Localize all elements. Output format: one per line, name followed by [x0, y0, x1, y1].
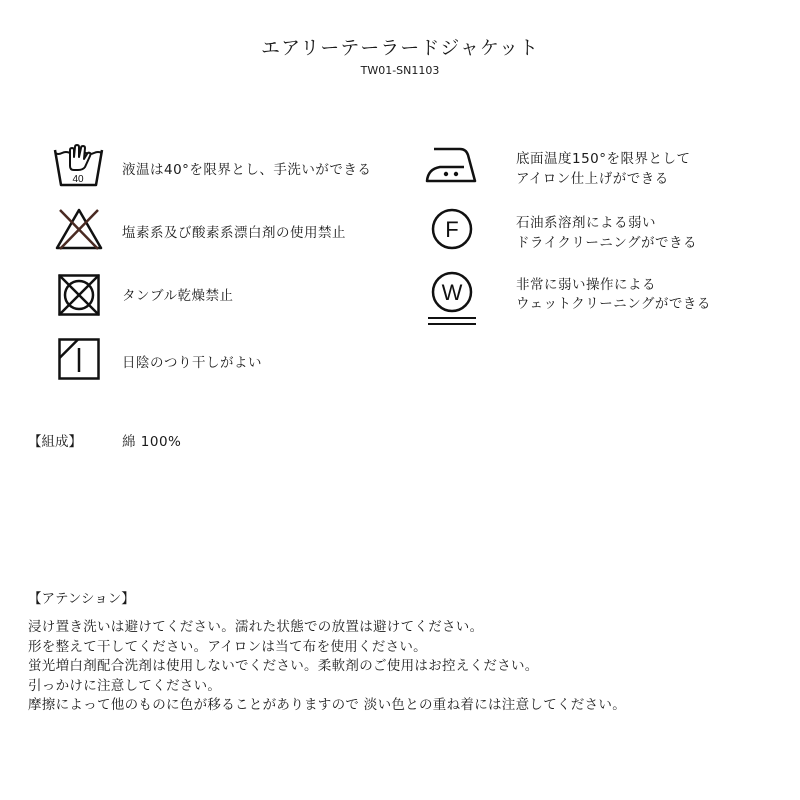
- shade-line-dry-icon: [58, 338, 100, 380]
- hand-wash-40-icon: [54, 145, 104, 189]
- svg-text:F: F: [445, 217, 459, 242]
- care-text-no-bleach: 塩素系及び酸素系漂白剤の使用禁止: [122, 225, 346, 241]
- svg-text:40: 40: [72, 174, 84, 185]
- attention-list: [28, 618, 626, 716]
- care-text-wet-clean-line1: 非常に弱い操作による: [516, 277, 656, 293]
- care-text-dry-clean-line2: ドライクリーニングができる: [516, 235, 698, 251]
- composition-label: 【組成】: [28, 434, 82, 450]
- wet-clean-very-gentle-icon: [426, 270, 478, 328]
- attention-heading: 【アテンション】: [28, 591, 135, 607]
- attention-line: 引っかけに注意してください。: [28, 677, 222, 694]
- no-tumble-dry-icon: [58, 274, 100, 316]
- attention-line: 摩擦によって他のものに色が移ることがありますので 淡い色との重ね着には注意してください。: [28, 697, 626, 714]
- care-text-wet-clean-line2: ウェットクリーニングができる: [516, 296, 711, 312]
- iron-medium-icon: [424, 147, 478, 183]
- attention-line: 浸け置き洗いは避けてください。濡れた状態での放置は避けてください。: [28, 619, 484, 635]
- dry-clean-f-icon: [431, 208, 473, 250]
- care-text-iron-line2: アイロン仕上げができる: [516, 171, 669, 187]
- svg-text:W: W: [441, 280, 463, 305]
- composition-value: 綿 100%: [122, 434, 182, 450]
- attention-line: 形を整えて干してください。アイロンは当て布を使用ください。: [28, 638, 427, 655]
- care-text-dry-clean-line1: 石油系溶剤による弱い: [516, 215, 656, 231]
- care-text-hand-wash: 液温は40°を限界とし、手洗いができる: [122, 162, 372, 178]
- care-text-no-tumble-dry: タンブル乾燥禁止: [122, 288, 234, 304]
- product-code: TW01-SN1103: [360, 64, 440, 77]
- product-title: エアリーテーラードジャケット: [261, 37, 539, 59]
- no-bleach-icon: [54, 208, 104, 250]
- care-text-shade-line-dry: 日陰のつり干しがよい: [122, 355, 262, 371]
- care-text-iron-line1: 底面温度150°を限界として: [516, 151, 691, 167]
- attention-line: 蛍光増白剤配合洗剤は使用しないでください。柔軟剤のご使用はお控えください。: [28, 658, 539, 675]
